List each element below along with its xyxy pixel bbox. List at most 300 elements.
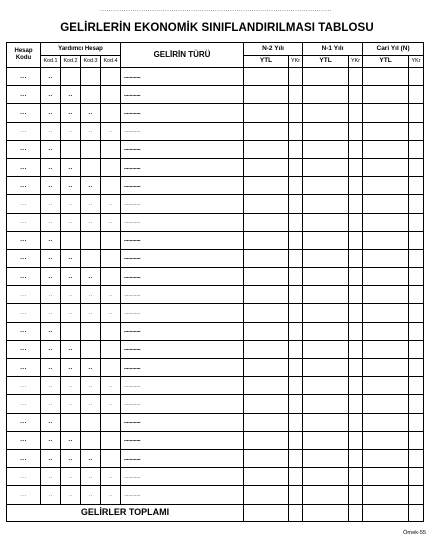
table-row xyxy=(7,68,424,86)
amount-n2-ytl-cell[interactable] xyxy=(244,195,289,213)
table-row xyxy=(7,86,424,104)
amount-n2-ykr-cell[interactable] xyxy=(289,486,303,504)
kod-4-cell: .. xyxy=(101,304,121,322)
table-row xyxy=(7,486,424,504)
gelir-turu-cell: ............ xyxy=(121,395,244,413)
amount-cari-ytl-cell[interactable] xyxy=(363,486,409,504)
amount-n2-ykr-cell[interactable] xyxy=(289,68,303,86)
amount-n1-ytl-cell[interactable] xyxy=(303,268,349,286)
kod-3-cell xyxy=(81,322,101,340)
kod-1-cell: .. xyxy=(41,158,61,176)
kod-2-cell: .. xyxy=(61,395,81,413)
amount-n2-ykr-cell[interactable] xyxy=(289,304,303,322)
amount-n2-ytl-cell[interactable] xyxy=(244,104,289,122)
table-row xyxy=(7,231,424,249)
kod-1-cell: .. xyxy=(41,431,61,449)
table-row xyxy=(7,395,424,413)
amount-n2-ytl-cell[interactable] xyxy=(244,68,289,86)
gelir-turu-cell: ............ xyxy=(121,286,244,304)
kod-1-cell: .. xyxy=(41,268,61,286)
amount-cari-ytl-cell[interactable] xyxy=(363,377,409,395)
amount-n2-ykr-cell[interactable] xyxy=(289,158,303,176)
amount-cari-ytl-cell[interactable] xyxy=(363,304,409,322)
total-cari-ytl[interactable] xyxy=(363,504,409,521)
table-row xyxy=(7,122,424,140)
kod-2-cell xyxy=(61,140,81,158)
header-kod2: Kod.2 xyxy=(61,56,81,68)
kod-1-cell: .. xyxy=(41,286,61,304)
header-n2-ykr: YKr xyxy=(289,56,303,68)
header-n2-yili: N-2 Yılı xyxy=(244,43,303,56)
amount-n1-ykr-cell[interactable] xyxy=(349,449,363,467)
amount-n2-ytl-cell[interactable] xyxy=(244,268,289,286)
header-kod4: Kod.4 xyxy=(101,56,121,68)
amount-n1-ytl-cell[interactable] xyxy=(303,195,349,213)
amount-n1-ytl-cell[interactable] xyxy=(303,104,349,122)
table-row xyxy=(7,340,424,358)
gelir-turu-cell: ............ xyxy=(121,158,244,176)
hesap-kodu-cell: ... xyxy=(7,486,41,504)
gelir-turu-cell: ............ xyxy=(121,86,244,104)
amount-n2-ytl-cell[interactable] xyxy=(244,413,289,431)
kod-4-cell: .. xyxy=(101,377,121,395)
kod-2-cell xyxy=(61,231,81,249)
amount-n2-ytl-cell[interactable] xyxy=(244,395,289,413)
table-row xyxy=(7,213,424,231)
kod-2-cell: .. xyxy=(61,304,81,322)
amount-n2-ytl-cell[interactable] xyxy=(244,486,289,504)
kod-1-cell: .. xyxy=(41,486,61,504)
hesap-kodu-cell: ... xyxy=(7,340,41,358)
kod-4-cell xyxy=(101,322,121,340)
amount-n1-ykr-cell[interactable] xyxy=(349,158,363,176)
amount-cari-ytl-cell[interactable] xyxy=(363,195,409,213)
kod-2-cell: .. xyxy=(61,431,81,449)
amount-cari-ykr-cell[interactable] xyxy=(409,268,424,286)
amount-n1-ykr-cell[interactable] xyxy=(349,431,363,449)
amount-n1-ykr-cell[interactable] xyxy=(349,468,363,486)
amount-cari-ytl-cell[interactable] xyxy=(363,177,409,195)
kod-1-cell: .. xyxy=(41,122,61,140)
kod-3-cell: .. xyxy=(81,304,101,322)
kod-4-cell xyxy=(101,104,121,122)
amount-n2-ykr-cell[interactable] xyxy=(289,86,303,104)
amount-n2-ytl-cell[interactable] xyxy=(244,468,289,486)
table-body xyxy=(7,68,424,505)
amount-cari-ytl-cell[interactable] xyxy=(363,140,409,158)
amount-n2-ytl-cell[interactable] xyxy=(244,431,289,449)
kod-3-cell xyxy=(81,231,101,249)
hesap-kodu-cell: ... xyxy=(7,86,41,104)
amount-cari-ykr-cell[interactable] xyxy=(409,286,424,304)
kod-3-cell: .. xyxy=(81,486,101,504)
amount-n2-ykr-cell[interactable] xyxy=(289,195,303,213)
amount-n2-ykr-cell[interactable] xyxy=(289,340,303,358)
kod-4-cell: .. xyxy=(101,468,121,486)
amount-n2-ykr-cell[interactable] xyxy=(289,177,303,195)
amount-cari-ytl-cell[interactable] xyxy=(363,359,409,377)
hesap-kodu-cell: ... xyxy=(7,322,41,340)
kod-3-cell: .. xyxy=(81,177,101,195)
income-classification-table xyxy=(6,42,424,522)
kod-2-cell: .. xyxy=(61,195,81,213)
hesap-kodu-cell: ... xyxy=(7,468,41,486)
kod-2-cell: .. xyxy=(61,177,81,195)
amount-n1-ykr-cell[interactable] xyxy=(349,304,363,322)
amount-cari-ykr-cell[interactable] xyxy=(409,395,424,413)
amount-n1-ykr-cell[interactable] xyxy=(349,268,363,286)
amount-cari-ykr-cell[interactable] xyxy=(409,322,424,340)
gelir-turu-cell: ............ xyxy=(121,68,244,86)
kod-4-cell: .. xyxy=(101,122,121,140)
amount-cari-ykr-cell[interactable] xyxy=(409,158,424,176)
amount-cari-ykr-cell[interactable] xyxy=(409,231,424,249)
amount-cari-ytl-cell[interactable] xyxy=(363,431,409,449)
kod-2-cell xyxy=(61,68,81,86)
kod-3-cell: .. xyxy=(81,449,101,467)
hesap-kodu-cell: ... xyxy=(7,268,41,286)
amount-n2-ykr-cell[interactable] xyxy=(289,395,303,413)
hesap-kodu-cell: ... xyxy=(7,195,41,213)
hesap-kodu-cell: ... xyxy=(7,449,41,467)
kod-4-cell xyxy=(101,268,121,286)
kod-3-cell xyxy=(81,413,101,431)
kod-1-cell: .. xyxy=(41,68,61,86)
amount-cari-ykr-cell[interactable] xyxy=(409,377,424,395)
amount-n1-ytl-cell[interactable] xyxy=(303,486,349,504)
amount-cari-ykr-cell[interactable] xyxy=(409,359,424,377)
amount-cari-ykr-cell[interactable] xyxy=(409,177,424,195)
amount-cari-ykr-cell[interactable] xyxy=(409,340,424,358)
hesap-kodu-cell: ... xyxy=(7,213,41,231)
amount-n1-ytl-cell[interactable] xyxy=(303,340,349,358)
amount-n1-ykr-cell[interactable] xyxy=(349,249,363,267)
amount-n2-ytl-cell[interactable] xyxy=(244,340,289,358)
kod-2-cell: .. xyxy=(61,249,81,267)
amount-n2-ykr-cell[interactable] xyxy=(289,449,303,467)
header-yardimci-hesap: Yardımcı Hesap xyxy=(41,43,121,56)
amount-cari-ytl-cell[interactable] xyxy=(363,322,409,340)
amount-n1-ykr-cell[interactable] xyxy=(349,377,363,395)
hesap-kodu-cell: ... xyxy=(7,304,41,322)
amount-cari-ykr-cell[interactable] xyxy=(409,68,424,86)
amount-n1-ykr-cell[interactable] xyxy=(349,231,363,249)
total-n2-ykr[interactable] xyxy=(289,504,303,521)
kod-1-cell: .. xyxy=(41,140,61,158)
amount-cari-ytl-cell[interactable] xyxy=(363,231,409,249)
amount-n1-ykr-cell[interactable] xyxy=(349,122,363,140)
amount-n2-ykr-cell[interactable] xyxy=(289,431,303,449)
kod-3-cell xyxy=(81,340,101,358)
header-cari-ytl: YTL xyxy=(363,56,409,68)
kod-4-cell: .. xyxy=(101,486,121,504)
amount-cari-ykr-cell[interactable] xyxy=(409,122,424,140)
kod-3-cell xyxy=(81,431,101,449)
gelir-turu-cell: ............ xyxy=(121,249,244,267)
kod-1-cell: .. xyxy=(41,304,61,322)
table-row xyxy=(7,413,424,431)
kod-3-cell xyxy=(81,68,101,86)
kod-4-cell xyxy=(101,140,121,158)
amount-n1-ytl-cell[interactable] xyxy=(303,359,349,377)
amount-cari-ykr-cell[interactable] xyxy=(409,413,424,431)
total-n1-ykr[interactable] xyxy=(349,504,363,521)
amount-n2-ytl-cell[interactable] xyxy=(244,158,289,176)
amount-cari-ykr-cell[interactable] xyxy=(409,86,424,104)
gelir-turu-cell: ............ xyxy=(121,268,244,286)
amount-cari-ytl-cell[interactable] xyxy=(363,468,409,486)
table-row xyxy=(7,249,424,267)
gelir-turu-cell: ............ xyxy=(121,122,244,140)
amount-cari-ykr-cell[interactable] xyxy=(409,304,424,322)
kod-2-cell: .. xyxy=(61,486,81,504)
amount-n2-ytl-cell[interactable] xyxy=(244,140,289,158)
amount-n1-ytl-cell[interactable] xyxy=(303,231,349,249)
amount-n2-ytl-cell[interactable] xyxy=(244,213,289,231)
gelir-turu-cell: ............ xyxy=(121,177,244,195)
amount-n2-ytl-cell[interactable] xyxy=(244,359,289,377)
header-cari-yil: Cari Yıl (N) xyxy=(363,43,424,56)
amount-n2-ykr-cell[interactable] xyxy=(289,377,303,395)
page-title: GELİRLERİN EKONOMİK SINIFLANDIRILMASI TABLOSU xyxy=(60,22,374,34)
amount-n1-ytl-cell[interactable] xyxy=(303,322,349,340)
amount-cari-ytl-cell[interactable] xyxy=(363,86,409,104)
amount-n1-ykr-cell[interactable] xyxy=(349,104,363,122)
table-row xyxy=(7,140,424,158)
amount-cari-ytl-cell[interactable] xyxy=(363,213,409,231)
kod-2-cell: .. xyxy=(61,377,81,395)
amount-cari-ykr-cell[interactable] xyxy=(409,468,424,486)
hesap-kodu-cell: ... xyxy=(7,395,41,413)
amount-n1-ykr-cell[interactable] xyxy=(349,340,363,358)
kod-3-cell: .. xyxy=(81,122,101,140)
total-n1-ytl[interactable] xyxy=(303,504,349,521)
header-gelirin-turu: GELİRİN TÜRÜ xyxy=(121,43,244,68)
amount-n1-ytl-cell[interactable] xyxy=(303,449,349,467)
amount-cari-ytl-cell[interactable] xyxy=(363,249,409,267)
gelir-turu-cell: ............ xyxy=(121,104,244,122)
amount-cari-ykr-cell[interactable] xyxy=(409,140,424,158)
amount-n2-ykr-cell[interactable] xyxy=(289,140,303,158)
kod-4-cell xyxy=(101,249,121,267)
amount-n2-ykr-cell[interactable] xyxy=(289,231,303,249)
amount-n1-ytl-cell[interactable] xyxy=(303,286,349,304)
kod-2-cell xyxy=(61,322,81,340)
kod-4-cell: .. xyxy=(101,286,121,304)
amount-n1-ykr-cell[interactable] xyxy=(349,213,363,231)
table-row xyxy=(7,431,424,449)
amount-cari-ykr-cell[interactable] xyxy=(409,431,424,449)
hesap-kodu-cell: ... xyxy=(7,158,41,176)
amount-n1-ykr-cell[interactable] xyxy=(349,395,363,413)
amount-n2-ykr-cell[interactable] xyxy=(289,213,303,231)
gelir-turu-cell: ............ xyxy=(121,322,244,340)
hesap-kodu-cell: ... xyxy=(7,177,41,195)
amount-n1-ykr-cell[interactable] xyxy=(349,359,363,377)
kod-4-cell xyxy=(101,359,121,377)
kod-2-cell: .. xyxy=(61,122,81,140)
amount-cari-ykr-cell[interactable] xyxy=(409,449,424,467)
amount-n2-ytl-cell[interactable] xyxy=(244,322,289,340)
amount-n2-ytl-cell[interactable] xyxy=(244,286,289,304)
kod-1-cell: .. xyxy=(41,213,61,231)
kod-1-cell: .. xyxy=(41,322,61,340)
gelir-turu-cell: ............ xyxy=(121,340,244,358)
amount-cari-ytl-cell[interactable] xyxy=(363,68,409,86)
kod-1-cell: .. xyxy=(41,86,61,104)
header-n2-ytl: YTL xyxy=(244,56,289,68)
amount-n1-ytl-cell[interactable] xyxy=(303,158,349,176)
kod-3-cell: .. xyxy=(81,359,101,377)
kod-2-cell: .. xyxy=(61,158,81,176)
amount-cari-ytl-cell[interactable] xyxy=(363,104,409,122)
gelir-turu-cell: ............ xyxy=(121,231,244,249)
amount-n1-ytl-cell[interactable] xyxy=(303,86,349,104)
hesap-kodu-cell: ... xyxy=(7,377,41,395)
amount-n2-ytl-cell[interactable] xyxy=(244,122,289,140)
amount-n2-ytl-cell[interactable] xyxy=(244,86,289,104)
amount-n2-ytl-cell[interactable] xyxy=(244,177,289,195)
table-row xyxy=(7,449,424,467)
amount-n1-ykr-cell[interactable] xyxy=(349,486,363,504)
kod-3-cell: .. xyxy=(81,395,101,413)
amount-n2-ykr-cell[interactable] xyxy=(289,268,303,286)
kod-3-cell: .. xyxy=(81,268,101,286)
kod-1-cell: .. xyxy=(41,449,61,467)
hesap-kodu-cell: ... xyxy=(7,431,41,449)
kod-1-cell: .. xyxy=(41,104,61,122)
amount-n1-ytl-cell[interactable] xyxy=(303,68,349,86)
kod-4-cell: .. xyxy=(101,395,121,413)
table-row xyxy=(7,286,424,304)
kod-1-cell: .. xyxy=(41,249,61,267)
hesap-kodu-cell: ... xyxy=(7,231,41,249)
amount-n1-ykr-cell[interactable] xyxy=(349,322,363,340)
amount-n1-ytl-cell[interactable] xyxy=(303,395,349,413)
amount-n1-ytl-cell[interactable] xyxy=(303,177,349,195)
kod-1-cell: .. xyxy=(41,413,61,431)
amount-n2-ykr-cell[interactable] xyxy=(289,104,303,122)
amount-cari-ykr-cell[interactable] xyxy=(409,213,424,231)
amount-n2-ytl-cell[interactable] xyxy=(244,231,289,249)
amount-n1-ykr-cell[interactable] xyxy=(349,413,363,431)
amount-n1-ytl-cell[interactable] xyxy=(303,431,349,449)
amount-n1-ykr-cell[interactable] xyxy=(349,195,363,213)
amount-n1-ytl-cell[interactable] xyxy=(303,213,349,231)
header-cari-ykr: YKr xyxy=(409,56,424,68)
amount-n2-ykr-cell[interactable] xyxy=(289,413,303,431)
table-row xyxy=(7,104,424,122)
amount-cari-ytl-cell[interactable] xyxy=(363,395,409,413)
kod-4-cell xyxy=(101,177,121,195)
kod-2-cell: .. xyxy=(61,340,81,358)
amount-n2-ytl-cell[interactable] xyxy=(244,249,289,267)
amount-n1-ykr-cell[interactable] xyxy=(349,177,363,195)
amount-n2-ykr-cell[interactable] xyxy=(289,359,303,377)
amount-n1-ytl-cell[interactable] xyxy=(303,377,349,395)
hesap-kodu-cell: ... xyxy=(7,249,41,267)
kod-2-cell: .. xyxy=(61,104,81,122)
amount-cari-ytl-cell[interactable] xyxy=(363,413,409,431)
amount-cari-ykr-cell[interactable] xyxy=(409,195,424,213)
amount-n2-ykr-cell[interactable] xyxy=(289,249,303,267)
amount-n1-ytl-cell[interactable] xyxy=(303,468,349,486)
table-row xyxy=(7,359,424,377)
amount-cari-ytl-cell[interactable] xyxy=(363,268,409,286)
kod-1-cell: .. xyxy=(41,395,61,413)
gelir-turu-cell: ............ xyxy=(121,213,244,231)
kod-1-cell: .. xyxy=(41,359,61,377)
amount-n1-ytl-cell[interactable] xyxy=(303,304,349,322)
amount-n2-ykr-cell[interactable] xyxy=(289,122,303,140)
amount-n1-ytl-cell[interactable] xyxy=(303,122,349,140)
gelir-turu-cell: ............ xyxy=(121,449,244,467)
amount-n1-ykr-cell[interactable] xyxy=(349,86,363,104)
hesap-kodu-cell: ... xyxy=(7,413,41,431)
amount-cari-ykr-cell[interactable] xyxy=(409,486,424,504)
amount-n2-ykr-cell[interactable] xyxy=(289,286,303,304)
gelir-turu-cell: ............ xyxy=(121,377,244,395)
kod-4-cell: .. xyxy=(101,213,121,231)
amount-n1-ykr-cell[interactable] xyxy=(349,68,363,86)
amount-n2-ytl-cell[interactable] xyxy=(244,449,289,467)
kod-2-cell: .. xyxy=(61,213,81,231)
amount-n2-ytl-cell[interactable] xyxy=(244,304,289,322)
amount-cari-ytl-cell[interactable] xyxy=(363,158,409,176)
amount-cari-ykr-cell[interactable] xyxy=(409,104,424,122)
table-row xyxy=(7,177,424,195)
kod-2-cell xyxy=(61,413,81,431)
hesap-kodu-cell: ... xyxy=(7,359,41,377)
gelir-turu-cell: ............ xyxy=(121,413,244,431)
total-n2-ytl[interactable] xyxy=(244,504,289,521)
kod-1-cell: .. xyxy=(41,231,61,249)
hesap-kodu-cell: ... xyxy=(7,68,41,86)
kod-2-cell: .. xyxy=(61,468,81,486)
amount-n1-ytl-cell[interactable] xyxy=(303,413,349,431)
hesap-kodu-cell: ... xyxy=(7,122,41,140)
title-dotted-line: ........................................................................................................... xyxy=(100,7,332,13)
gelir-turu-cell: ............ xyxy=(121,468,244,486)
amount-n2-ytl-cell[interactable] xyxy=(244,377,289,395)
amount-n1-ytl-cell[interactable] xyxy=(303,249,349,267)
kod-3-cell: .. xyxy=(81,104,101,122)
amount-cari-ytl-cell[interactable] xyxy=(363,122,409,140)
kod-4-cell xyxy=(101,68,121,86)
kod-3-cell: .. xyxy=(81,286,101,304)
header-hesap-kodu: Hesap Kodu xyxy=(7,43,41,68)
amount-n1-ytl-cell[interactable] xyxy=(303,140,349,158)
total-label: GELİRLER TOPLAMI xyxy=(7,504,244,521)
kod-2-cell: .. xyxy=(61,86,81,104)
kod-4-cell xyxy=(101,231,121,249)
amount-cari-ytl-cell[interactable] xyxy=(363,449,409,467)
kod-3-cell xyxy=(81,140,101,158)
amount-cari-ytl-cell[interactable] xyxy=(363,286,409,304)
amount-n1-ykr-cell[interactable] xyxy=(349,140,363,158)
total-cari-ykr[interactable] xyxy=(409,504,424,521)
amount-cari-ykr-cell[interactable] xyxy=(409,249,424,267)
kod-4-cell xyxy=(101,340,121,358)
amount-n2-ykr-cell[interactable] xyxy=(289,468,303,486)
kod-4-cell xyxy=(101,413,121,431)
amount-cari-ytl-cell[interactable] xyxy=(363,340,409,358)
kod-3-cell xyxy=(81,158,101,176)
table-row xyxy=(7,158,424,176)
table-row xyxy=(7,268,424,286)
amount-n1-ykr-cell[interactable] xyxy=(349,286,363,304)
amount-n2-ykr-cell[interactable] xyxy=(289,322,303,340)
